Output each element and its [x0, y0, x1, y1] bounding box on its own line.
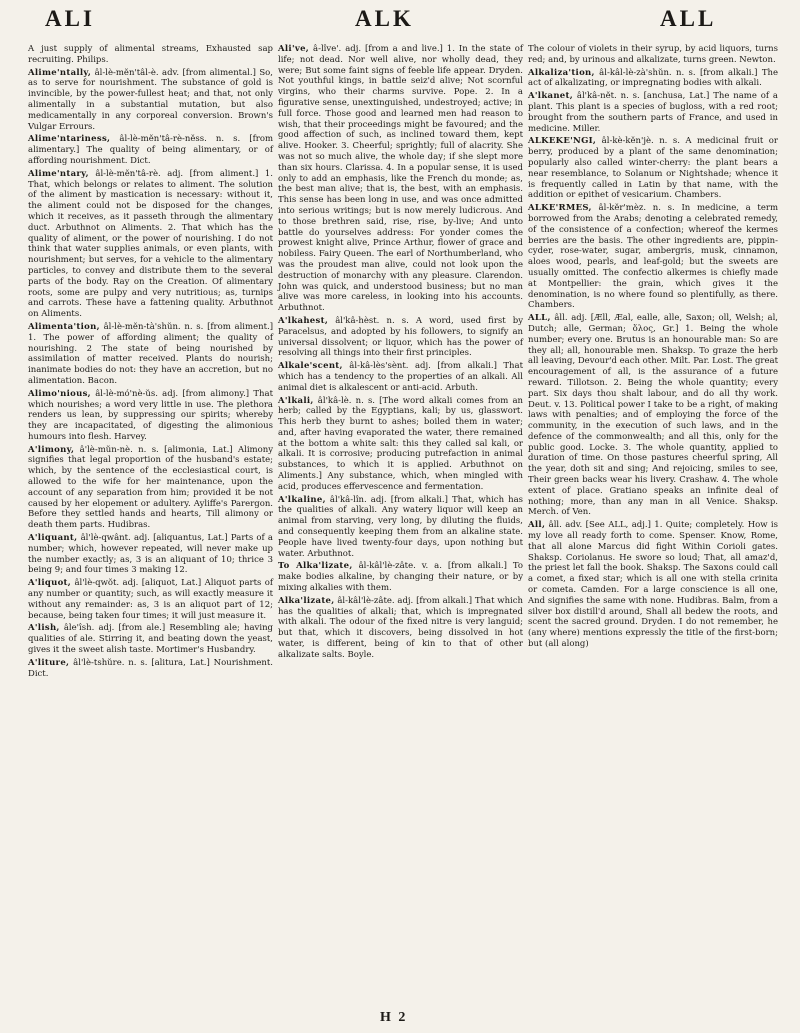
entry-headword: Alime'ntally,	[28, 67, 92, 78]
entry-text: âl'kâ-lè. n. s. [The word alkali comes from an herb; called by the Egyptians, kali; by us, glasswort. This herb they burnt to ashes; boiled them in water; and, after having evaporated the water, there remained at the bottom a white salt: this they called sal kali, or alkali. It is corrosive; producing putrefaction in animal substances, to which it is applied. Arbuthnot on Aliments.] Any substance, which, when mingled with acid, produces effervescence and fermentation.	[278, 395, 524, 492]
dictionary-entry	[28, 445, 273, 531]
entry-headword: Alkale'scent,	[278, 361, 343, 372]
dictionary-entry	[28, 623, 273, 655]
dictionary-entry	[28, 68, 273, 133]
entry-text: âl'lè-qwŏt. adj. [aliquot, Lat.] Aliquot parts of any number or quantity; such, as will exactly measure it without any remainder: as, 3 is an aliquot part of 12; because, being taken four times; it will just measure it.	[28, 578, 274, 621]
entry-text: âl-kĕr'mèz. n. s. In medicine, a term borrowed from the Arabs; denoting a celebrated remedy, of the consistence of a confection; whereof the kermes berries are the basis. The other ingredients are, pippin-cyder, rose-water, sugar, ambergris, musk, cinnamon, aloes wood, pearls, and leaf-gold; but the sweets are usually omitted. The confectio alkermes is chiefly made at Montpellier: the grain, which gives it the denomination, is no where found so plentifully, as there. Chambers.	[528, 203, 779, 311]
entry-text: âl'lè-tshŭre. n. s. [alitura, Lat.] Nourishment. Dict.	[28, 657, 273, 679]
dictionary-entry	[528, 313, 778, 518]
entry-text: The colour of violets in their syrup, by acid liquors, turns red; and, by urinous and alkalizate, turns green. Newton.	[528, 44, 778, 65]
dictionary-entry	[278, 396, 523, 493]
entry-text: âl-kâl'lè-zâte. adj. [from alkali.] That which has the qualities of alkali; that, which is impregnated with alkali. The odour of the fixed nitre is very languid; but that, which it discovers, being dissolved in hot water, is different, being of kin to that of other alkalizate salts. Boyle.	[278, 595, 523, 660]
dictionary-entry	[278, 361, 523, 393]
entry-headword: Alka'lizate,	[278, 595, 335, 606]
entry-text: âle'îsh. adj. [from ale.] Resembling ale; having qualities of ale. Stirring it, and beating down the yeast, gives it the sweet alish taste. Mortimer's Husbandry.	[28, 623, 273, 656]
dictionary-entry	[278, 596, 523, 661]
entry-text: âl-lè-mĕn'tâ-rè-nĕss. n. s. [from alimentary.] The quality of being alimentary, or of affording nourishment. Dict.	[28, 134, 274, 166]
dictionary-entry	[278, 44, 523, 314]
entry-headword: A'lkali,	[278, 395, 314, 406]
dictionary-entry	[528, 91, 778, 134]
entry-text: âl-kè-kĕn'jè. n. s. A medicinal fruit or berry, produced by a plant of the same denomination; popularly also called winter-cherry: the plant bears a near resemblance, to Solanum or Nightshade; whence it is frequently called in Latin by that name, with the addition or epithet of vesicarium. Chambers.	[528, 136, 778, 201]
header-right: ALL	[660, 6, 717, 31]
entry-headword: To Alka'lizate,	[278, 561, 353, 572]
entry-text: A just supply of alimental streams, Exhausted sap recruiting. Philips.	[28, 44, 273, 65]
dictionary-entry	[28, 389, 273, 443]
entry-text: âl'lè-qwânt. adj. [aliquantus, Lat.] Parts of a number; which, however repeated, will never make up the number exactly; as, 3 is an aliquant of 10; thrice 3 being 9; and four times 3 making 12.	[28, 533, 273, 576]
dictionary-entry	[278, 561, 523, 593]
entry-text: âl-kâl-lè-zà'shŭn. n. s. [from alkali.] The act of alkalizating, or impregnating bodies with alkali.	[528, 67, 779, 89]
entry-headword: ALKE'RMES,	[528, 203, 592, 214]
entry-text: âl-kâ-lès'sènt. adj. [from alkali.] That which has a tendency to the properties of an alkali. All animal diet is alkalescent or anti-acid. Arbuth.	[278, 361, 524, 393]
entry-headword: A'lkanet,	[528, 91, 573, 102]
entry-headword: A'lkahest,	[278, 315, 329, 326]
dictionary-entry	[278, 495, 523, 560]
entry-text: âl-lè-mĕn-tà'shŭn. n. s. [from aliment.] 1. The power of affording aliment; the quality of nourishing. 2 The state of being nourished by assimilation of matter received. Plants do nourish; inanimate bodies do not: they have an accretion, but no alimentation. Bacon.	[28, 321, 274, 386]
entry-text: âl-kâl'lè-zâte. v. a. [from alkali.] To make bodies alkaline, by changing their nature, or by mixing alkalies with them.	[278, 561, 524, 594]
dictionary-entry	[28, 134, 273, 166]
running-header	[0, 6, 800, 36]
entry-headword: Alime'ntariness,	[28, 134, 111, 145]
dictionary-entry	[528, 44, 778, 66]
dictionary-entry	[528, 520, 778, 650]
entry-headword: All,	[528, 520, 546, 531]
dictionary-entry	[528, 68, 778, 90]
header-center: ALK	[355, 6, 414, 31]
entry-headword: Alime'ntary,	[28, 168, 89, 179]
entry-text: âl-lè-mó'nè-ŭs. adj. [from alimony.] That which nourishes; a word very little in use. The plethora renders us lean, by suppressing our spirits; whereby they are incapacitated, of digesting the alimonious humours into flesh. Harvey.	[28, 388, 274, 442]
signature-mark: H 2	[380, 1010, 408, 1025]
entry-text: âl'kâ-hèst. n. s. A word, used first by Paracelsus, and adopted by his followers, to signify an universal dissolvent; or liquor, which has the power of resolving all things into their first principles.	[278, 315, 524, 359]
dictionary-entry	[28, 578, 273, 621]
column-1	[28, 44, 273, 681]
entry-text: âll. adj. [Æll, Æal, ealle, alle, Saxon; oll, Welsh; al, Dutch; alle, German; ὅλος, Gr.] 1. Being the whole number; every one. Brutus is an honourable man: So are they all; all, honourable men. Shaksp. To graze the herb all leaving, Devour'd each other. Milt. Par. Lost. The great encouragement of all, is the assurance of a future reward. Tillotson. 2. Being the whole quantity; every part. Six days thou shalt labour, and do all thy work. Deut. v. 13. Political power I take to be a right, of making laws with penalties; and of employing the force of the community, in the execution of such laws, and in the defence of the commonwealth; and all this, only for the public good. Locke. 3. The whole quantity, applied to duration of time. On those pastures cheerful spring, All the year, doth sit and sing; And rejoicing, smiles to see, Their green backs wear his livery. Crashaw. 4. The whole extent of place. Gratiano speaks an infinite deal of nothing; more, than any man in all Venice. Shaksp. Merch. of Ven.	[528, 313, 778, 518]
entry-text: âll. adv. [See ALL, adj.] 1. Quite; completely. How is my love all ready forth to come. Spenser. Know, Rome, that all alone Marcus did fight Within Corioli gates. Shaksp. Coriolanus. He swore so loud; That, all amaz'd, the priest let fall the book. Shaksp. The Saxons could call a comet, a fixed star; which is all one with stella crinita or cometa. Camden. For a large conscience is all one, And signifies the same with none. Hudibras. Balm, from a silver box distill'd around, Shall all bedew the roots, and scent the sacred ground. Dryden. I do not remember, he (any where) mentions expressly the title of the first-born; but (all along)	[528, 520, 779, 650]
dictionary-entry	[28, 533, 273, 576]
entry-headword: A'limony,	[28, 444, 75, 455]
entry-headword: A'liture,	[28, 657, 70, 668]
dictionary-entry	[28, 322, 273, 387]
entry-headword: A'liquant,	[28, 533, 78, 544]
dictionary-entry	[28, 44, 273, 66]
entry-headword: Alkaliza'tion,	[528, 67, 595, 78]
entry-text: âl-lè-mĕn'tâl-è. adv. [from alimental.] So, as to serve for nourishment. The substance of gold is invincible, by the power-fullest heat; and that, not only alimentally in a substantial mutation, but also medicamentally in any corporeal conversion. Brown's Vulgar Errours.	[28, 67, 273, 132]
entry-text: âl-lè-mĕn'tâ-rè. adj. [from aliment.] 1. That, which belongs or relates to aliment. The solution of the aliment by mastication is necessary: without it, the aliment could not be disposed for the changes, which it receives, as it passeth through the alimentary duct. Arbuthnot on Aliments. 2. That which has the quality of aliment, or the power of nourishing. I do not think that water supplies animals, or even plants, with nourishment; but serves, for a vehicle to the alimentary particles, to convey and distribute them to the several parts of the body. Ray on the Creation. Of alimentary roots, some are pulpy and very nutritious; as, turnips and carrots. These have a fattening quality. Arbuthnot on Aliments.	[28, 168, 273, 320]
entry-headword: Ali've,	[278, 44, 310, 54]
dictionary-entry	[528, 203, 778, 311]
dictionary-entry	[528, 136, 778, 201]
entry-headword: A'lkaline,	[278, 494, 326, 505]
entry-headword: ALKEKE'NGI,	[528, 136, 597, 147]
entry-headword: ALL,	[528, 313, 551, 324]
entry-text: â-lîve'. adj. [from a and live.] 1. In the state of life; not dead. Nor well alive, nor wholly dead, they were; But some faint signs of feeble life appear. Dryden. Not youthful kings, in battle seiz'd alive; Not scornful virgins, who their charms survive. Pope. 2. In a figurative sense, unextinguished, undestroyed; active; in full force. Those good and learned men had reason to wish, that their proceedings might be favoured; and the good affection of such, as inclined toward them, kept alive. Hooker. 3. Cheerful; sprightly; full of alacrity. She was not so much alive, the whole day; if she slept more than six hours. Clarissa. 4. In a popular sense, it is used only to add an emphasis, like the French du monde; as, the best man alive; that is, the best, with an emphasis. This sense has been long in use, and was once admitted into serious writings; but is now merely ludicrous. And to those brethren said, rise, rise, by-live; And unto battle do yourselves address: For yonder comes the prowest knight alive, Prince Arthur, flower of grace and nobiless. Fairy Queen. The earl of Northumberland, who was the proudest man alive, could not look upon the destruction of monarchy with any pleasure. Clarendon. John was quick, and understood business; but no man alive was more careless, in looking into his accounts. Arbuthnot.	[278, 44, 524, 314]
entry-headword: Alimo'nious,	[28, 388, 91, 399]
entry-text: âl'kâ-nĕt. n. s. [anchusa, Lat.] The name of a plant. This plant is a species of bugloss, with a red root; brought from the southern parts of France, and used in medicine. Miller.	[528, 91, 778, 134]
entry-text: âl'kâ-lîn. adj. [from alkali.] That, which has the qualities of alkali. Any watery liquor will keep an animal from starving, very long, by diluting the fluids, and consequently keeping them from an alkaline state. People have lived twenty-four days, upon nothing but water. Arbuthnot.	[278, 494, 524, 559]
entry-headword: A'lish,	[28, 623, 60, 634]
header-left: ALI	[45, 6, 95, 31]
entry-headword: Alimenta'tion,	[28, 321, 100, 332]
dictionary-entry	[28, 169, 273, 320]
column-3	[528, 44, 778, 652]
column-2	[278, 44, 523, 663]
dictionary-entry	[28, 658, 273, 680]
entry-headword: A'liquot,	[28, 578, 72, 589]
entry-text: â'lè-mŭn-nè. n. s. [alimonia, Lat.] Alimony signifies that legal proportion of the husband's estate; which, by the sentence of the ecclesiastical court, is allowed to the wife for her maintenance, upon the account of any separation from him; provided it be not caused by her elopement or adultery. Ayliffe's Parergon. Before they settled hands and hearts, Till alimony or death them parts. Hudibras.	[28, 444, 274, 531]
dictionary-entry	[278, 316, 523, 359]
